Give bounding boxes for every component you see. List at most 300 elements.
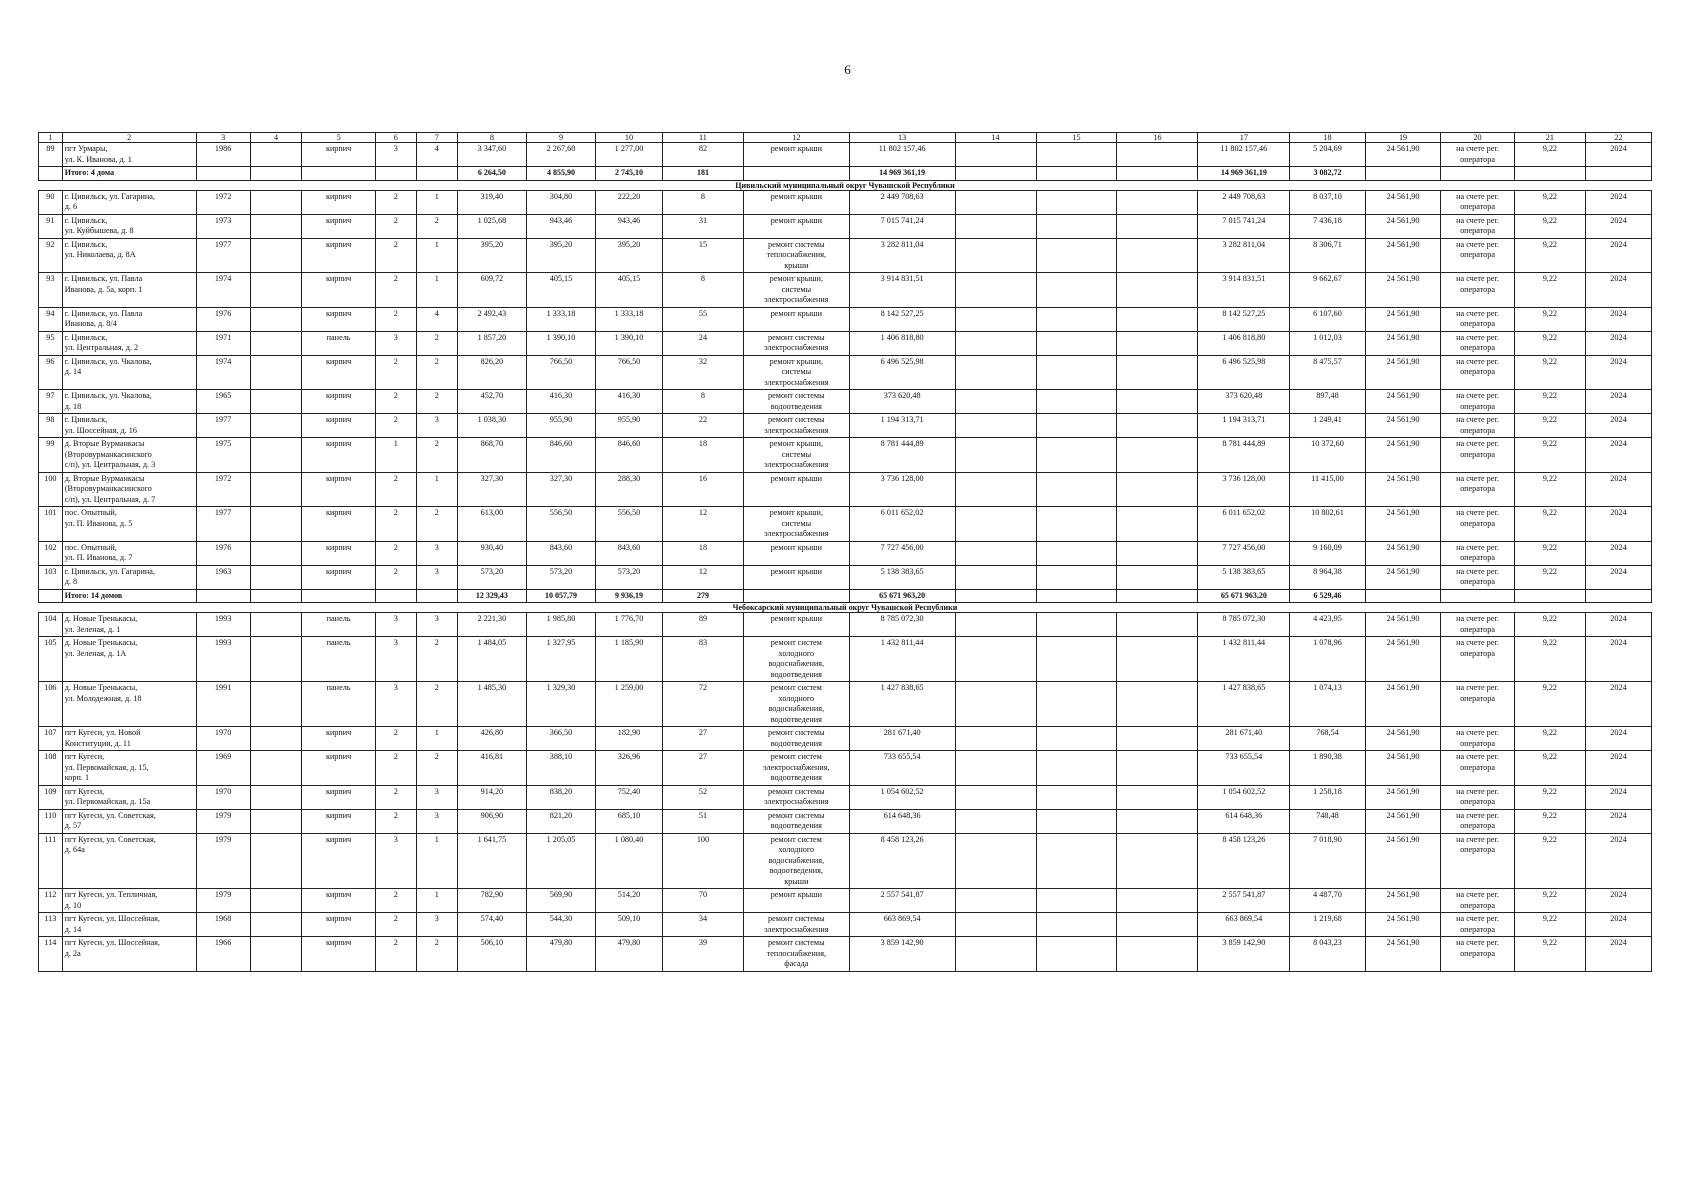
table-cell: 319,40: [457, 190, 526, 214]
table-cell: 304,80: [526, 190, 595, 214]
table-cell: [1117, 331, 1198, 355]
table-row: [39, 414, 1652, 438]
table-row: [39, 809, 1652, 833]
table-cell: 8 458 123,26: [849, 833, 955, 889]
table-cell: 1 054 602,52: [1198, 785, 1290, 809]
table-cell: 92: [39, 238, 63, 273]
table-cell: 2: [375, 507, 416, 542]
table-cell: ремонт системы электроснабжения: [743, 785, 849, 809]
table-cell: 395,20: [526, 238, 595, 273]
table-cell: 2: [416, 355, 457, 390]
table-cell: 3 347,60: [457, 143, 526, 167]
table-cell: д. Вторые Вурманкасы (Второвурманкасинского с/п), ул. Центральная, д. 3: [62, 438, 196, 473]
table-cell: 5 138 383,65: [1198, 565, 1290, 589]
table-cell: 509,10: [596, 913, 663, 937]
table-cell: [1514, 589, 1585, 603]
table-cell: 24 561,90: [1365, 889, 1441, 913]
table-cell: [1117, 190, 1198, 214]
table-cell: [1117, 589, 1198, 603]
table-cell: 3 082,72: [1290, 167, 1366, 181]
table-cell: [1117, 143, 1198, 167]
table-cell: 1979: [196, 889, 250, 913]
table-cell: 2024: [1585, 682, 1651, 727]
table-cell: 3: [375, 682, 416, 727]
table-cell: ремонт системы электроснабжения: [743, 331, 849, 355]
table-cell: 663 869,54: [849, 913, 955, 937]
table-cell: 1 080,40: [596, 833, 663, 889]
table-cell: 3: [416, 565, 457, 589]
table-cell: на счете рег. оператора: [1441, 751, 1514, 786]
table-cell: 2: [375, 273, 416, 308]
table-cell: 1 390,10: [596, 331, 663, 355]
table-cell: 4: [416, 143, 457, 167]
table-cell: на счете рег. оператора: [1441, 273, 1514, 308]
table-cell: 2: [375, 390, 416, 414]
table-cell: 1979: [196, 833, 250, 889]
table-cell: 9,22: [1514, 190, 1585, 214]
table-cell: 279: [662, 589, 743, 603]
table-cell: 1 427 838,65: [1198, 682, 1290, 727]
table-cell: кирпич: [302, 238, 375, 273]
column-number: 15: [1036, 133, 1117, 143]
table-cell: 24 561,90: [1365, 937, 1441, 972]
table-cell: 3 859 142,90: [849, 937, 955, 972]
table-cell: 7 436,18: [1290, 214, 1366, 238]
table-cell: 1977: [196, 507, 250, 542]
table-cell: ремонт систем электроснабжения, водоотведения: [743, 751, 849, 786]
table-cell: 181: [662, 167, 743, 181]
table-cell: 506,10: [457, 937, 526, 972]
table-cell: 868,70: [457, 438, 526, 473]
table-cell: ремонт системы теплоснабжения, крыши: [743, 238, 849, 273]
table-cell: г. Цивильск, ул. Николаева, д. 8А: [62, 238, 196, 273]
table-cell: Итого: 4 дома: [62, 167, 196, 181]
table-cell: пгт Кугеси, ул. Советская, д. 64а: [62, 833, 196, 889]
table-cell: 2024: [1585, 937, 1651, 972]
table-cell: 2: [416, 214, 457, 238]
table-row: [39, 637, 1652, 682]
total-row: [39, 167, 1652, 181]
table-cell: 222,20: [596, 190, 663, 214]
table-cell: 1977: [196, 414, 250, 438]
table-cell: 9,22: [1514, 889, 1585, 913]
table-cell: 1965: [196, 390, 250, 414]
table-cell: 2: [416, 507, 457, 542]
table-cell: 10 372,60: [1290, 438, 1366, 473]
table-cell: [250, 727, 302, 751]
table-cell: [1117, 565, 1198, 589]
table-cell: 748,48: [1290, 809, 1366, 833]
table-cell: 8: [662, 190, 743, 214]
table-cell: 65 671 963,20: [849, 589, 955, 603]
table-cell: 11 415,00: [1290, 472, 1366, 507]
table-cell: 2024: [1585, 613, 1651, 637]
column-number: 20: [1441, 133, 1514, 143]
table-cell: 1 259,00: [596, 682, 663, 727]
table-cell: [1036, 438, 1117, 473]
table-cell: 2024: [1585, 414, 1651, 438]
table-cell: 6 011 652,02: [849, 507, 955, 542]
table-cell: [955, 937, 1036, 972]
table-cell: ремонт системы водоотведения: [743, 727, 849, 751]
table-cell: [1036, 589, 1117, 603]
table-row: [39, 937, 1652, 972]
table-cell: пос. Опытный, ул. П. Иванова, д. 5: [62, 507, 196, 542]
table-cell: 1 025,68: [457, 214, 526, 238]
table-cell: [1117, 682, 1198, 727]
table-cell: 14 969 361,19: [849, 167, 955, 181]
table-row: [39, 682, 1652, 727]
table-row: [39, 331, 1652, 355]
table-cell: кирпич: [302, 390, 375, 414]
table-cell: 93: [39, 273, 63, 308]
table-cell: [250, 565, 302, 589]
table-cell: 327,30: [526, 472, 595, 507]
table-cell: [1117, 913, 1198, 937]
table-cell: 100: [39, 472, 63, 507]
table-cell: 9,22: [1514, 637, 1585, 682]
table-cell: кирпич: [302, 438, 375, 473]
table-row: [39, 273, 1652, 308]
table-cell: на счете рег. оператора: [1441, 307, 1514, 331]
table-cell: [250, 889, 302, 913]
table-cell: 843,60: [526, 541, 595, 565]
table-cell: 95: [39, 331, 63, 355]
table-cell: [1036, 613, 1117, 637]
table-cell: 24 561,90: [1365, 143, 1441, 167]
table-cell: [955, 541, 1036, 565]
table-cell: на счете рег. оператора: [1441, 541, 1514, 565]
table-cell: 9,22: [1514, 331, 1585, 355]
column-number: 18: [1290, 133, 1366, 143]
table-cell: 1 074,13: [1290, 682, 1366, 727]
table-cell: [1117, 785, 1198, 809]
table-cell: [196, 589, 250, 603]
table-cell: [1441, 589, 1514, 603]
table-cell: 24 561,90: [1365, 613, 1441, 637]
table-cell: 8: [662, 273, 743, 308]
table-cell: [955, 331, 1036, 355]
table-cell: 24 561,90: [1365, 833, 1441, 889]
table-cell: 2024: [1585, 785, 1651, 809]
table-row: [39, 355, 1652, 390]
column-number: 10: [596, 133, 663, 143]
table-cell: на счете рег. оператора: [1441, 785, 1514, 809]
table-cell: 955,90: [526, 414, 595, 438]
table-row: [39, 889, 1652, 913]
table-cell: ремонт системы теплоснабжения, фасада: [743, 937, 849, 972]
table-cell: [955, 565, 1036, 589]
table-row: [39, 613, 1652, 637]
table-cell: 94: [39, 307, 63, 331]
table-cell: [1036, 913, 1117, 937]
table-cell: 1979: [196, 809, 250, 833]
table-cell: [1117, 637, 1198, 682]
table-cell: кирпич: [302, 889, 375, 913]
table-cell: 479,80: [526, 937, 595, 972]
table-cell: 766,50: [526, 355, 595, 390]
table-cell: 24 561,90: [1365, 238, 1441, 273]
table-cell: 34: [662, 913, 743, 937]
table-cell: кирпич: [302, 937, 375, 972]
table-cell: [1036, 507, 1117, 542]
table-cell: 1 258,18: [1290, 785, 1366, 809]
table-cell: 24 561,90: [1365, 637, 1441, 682]
table-cell: 14 969 361,19: [1198, 167, 1290, 181]
table-cell: [955, 167, 1036, 181]
table-cell: 1 205,05: [526, 833, 595, 889]
table-cell: 9,22: [1514, 913, 1585, 937]
table-cell: на счете рег. оператора: [1441, 565, 1514, 589]
table-cell: 1 890,38: [1290, 751, 1366, 786]
table-cell: 113: [39, 913, 63, 937]
table-cell: 2024: [1585, 727, 1651, 751]
table-cell: 9 160,09: [1290, 541, 1366, 565]
table-cell: 2 557 541,87: [849, 889, 955, 913]
table-cell: 3 736 128,00: [1198, 472, 1290, 507]
table-cell: 114: [39, 937, 63, 972]
table-cell: 51: [662, 809, 743, 833]
table-cell: [955, 273, 1036, 308]
table-cell: г. Цивильск, ул. Чкалова, д. 14: [62, 355, 196, 390]
table-cell: 2: [375, 727, 416, 751]
table-cell: 1 054 602,52: [849, 785, 955, 809]
table-cell: 2: [375, 214, 416, 238]
table-cell: [955, 833, 1036, 889]
table-cell: 89: [39, 143, 63, 167]
table-row: [39, 507, 1652, 542]
table-cell: 416,30: [596, 390, 663, 414]
table-cell: 24 561,90: [1365, 913, 1441, 937]
table-cell: 1 277,00: [596, 143, 663, 167]
table-cell: 8 458 123,26: [1198, 833, 1290, 889]
table-cell: 1 390,10: [526, 331, 595, 355]
table-cell: 8 306,71: [1290, 238, 1366, 273]
table-cell: кирпич: [302, 414, 375, 438]
table-cell: 5 138 383,65: [849, 565, 955, 589]
column-number: 11: [662, 133, 743, 143]
table-cell: 4 855,90: [526, 167, 595, 181]
table-cell: 1993: [196, 637, 250, 682]
table-cell: ремонт крыши: [743, 472, 849, 507]
table-cell: [1036, 682, 1117, 727]
table-cell: 83: [662, 637, 743, 682]
table-cell: 7 015 741,24: [1198, 214, 1290, 238]
table-cell: г. Цивильск, ул. Гагарина, д. 6: [62, 190, 196, 214]
table-cell: 2: [375, 190, 416, 214]
table-cell: 8 781 444,89: [849, 438, 955, 473]
table-cell: ремонт крыши: [743, 307, 849, 331]
table-row: [39, 238, 1652, 273]
table-cell: [250, 355, 302, 390]
table-cell: [250, 190, 302, 214]
table-cell: 2 221,30: [457, 613, 526, 637]
table-cell: [1036, 565, 1117, 589]
table-cell: 906,90: [457, 809, 526, 833]
column-number: 13: [849, 133, 955, 143]
table-cell: 1 406 818,80: [849, 331, 955, 355]
table-cell: 1 857,20: [457, 331, 526, 355]
table-cell: 1: [416, 889, 457, 913]
table-cell: 1972: [196, 472, 250, 507]
table-cell: на счете рег. оператора: [1441, 937, 1514, 972]
table-cell: [1117, 833, 1198, 889]
table-cell: [1441, 167, 1514, 181]
table-cell: [250, 214, 302, 238]
column-number: 3: [196, 133, 250, 143]
table-cell: 1 185,90: [596, 637, 663, 682]
table-cell: на счете рег. оператора: [1441, 190, 1514, 214]
table-cell: 2: [416, 390, 457, 414]
table-cell: 733 655,54: [1198, 751, 1290, 786]
table-cell: [1117, 541, 1198, 565]
table-cell: 3: [375, 143, 416, 167]
table-cell: 1 038,30: [457, 414, 526, 438]
table-cell: 101: [39, 507, 63, 542]
table-cell: [250, 507, 302, 542]
table-cell: 843,60: [596, 541, 663, 565]
table-cell: [955, 307, 1036, 331]
table-cell: 1970: [196, 785, 250, 809]
table-cell: 573,20: [526, 565, 595, 589]
table-cell: 24 561,90: [1365, 273, 1441, 308]
table-cell: 3 914 831,51: [1198, 273, 1290, 308]
table-cell: 955,90: [596, 414, 663, 438]
table-cell: г. Цивильск, ул. Центральная, д. 2: [62, 331, 196, 355]
table-cell: кирпич: [302, 507, 375, 542]
table-cell: 82: [662, 143, 743, 167]
housing-repair-table: [38, 132, 1652, 972]
table-cell: 2 745,10: [596, 167, 663, 181]
table-cell: 766,50: [596, 355, 663, 390]
column-number: 2: [62, 133, 196, 143]
table-cell: 2024: [1585, 913, 1651, 937]
table-cell: 2: [375, 238, 416, 273]
table-cell: пгт Кугеси, ул. Первомайская, д. 15а: [62, 785, 196, 809]
column-number: 19: [1365, 133, 1441, 143]
table-cell: [250, 937, 302, 972]
table-cell: 826,20: [457, 355, 526, 390]
column-number: 8: [457, 133, 526, 143]
table-cell: 24 561,90: [1365, 390, 1441, 414]
column-number: 21: [1514, 133, 1585, 143]
table-cell: [1117, 937, 1198, 972]
table-cell: 24 561,90: [1365, 682, 1441, 727]
table-cell: 752,40: [596, 785, 663, 809]
table-cell: 9 662,67: [1290, 273, 1366, 308]
table-cell: 2024: [1585, 438, 1651, 473]
table-cell: ремонт крыши, системы электроснабжения: [743, 438, 849, 473]
table-cell: 838,20: [526, 785, 595, 809]
table-cell: 52: [662, 785, 743, 809]
table-row: [39, 307, 1652, 331]
table-cell: [955, 751, 1036, 786]
table-cell: [1036, 390, 1117, 414]
table-cell: на счете рег. оператора: [1441, 355, 1514, 390]
table-cell: 1974: [196, 273, 250, 308]
table-cell: на счете рег. оператора: [1441, 809, 1514, 833]
table-cell: на счете рег. оператора: [1441, 507, 1514, 542]
table-cell: [250, 589, 302, 603]
table-cell: 2: [375, 785, 416, 809]
table-cell: [250, 541, 302, 565]
table-cell: ремонт крыши: [743, 889, 849, 913]
table-cell: 24 561,90: [1365, 355, 1441, 390]
table-cell: 1 432 811,44: [1198, 637, 1290, 682]
table-cell: д. Новые Тренькасы, ул. Молодежная, д. 18: [62, 682, 196, 727]
table-cell: 3: [375, 637, 416, 682]
table-cell: 2: [375, 414, 416, 438]
table-cell: на счете рег. оператора: [1441, 833, 1514, 889]
table-cell: [250, 682, 302, 727]
table-cell: 2024: [1585, 273, 1651, 308]
table-cell: 1: [416, 190, 457, 214]
column-number: 17: [1198, 133, 1290, 143]
table-cell: панель: [302, 613, 375, 637]
table-cell: 573,20: [596, 565, 663, 589]
table-cell: на счете рег. оператора: [1441, 637, 1514, 682]
table-cell: 1969: [196, 751, 250, 786]
table-cell: 288,30: [596, 472, 663, 507]
table-cell: [955, 727, 1036, 751]
table-cell: 24 561,90: [1365, 472, 1441, 507]
table-cell: г. Цивильск, ул. Чкалова, д. 18: [62, 390, 196, 414]
table-cell: 12: [662, 507, 743, 542]
column-number: 14: [955, 133, 1036, 143]
table-cell: 281 671,40: [1198, 727, 1290, 751]
table-cell: 2: [416, 637, 457, 682]
table-cell: 613,00: [457, 507, 526, 542]
table-cell: 1: [416, 472, 457, 507]
district-heading: Чебоксарский муниципальный округ Чувашской Республики: [39, 603, 1652, 613]
table-cell: [955, 637, 1036, 682]
table-cell: 105: [39, 637, 63, 682]
table-cell: [196, 167, 250, 181]
column-number: 16: [1117, 133, 1198, 143]
table-cell: на счете рег. оператора: [1441, 238, 1514, 273]
table-cell: ремонт крыши, системы электроснабжения: [743, 507, 849, 542]
table-cell: [955, 613, 1036, 637]
table-cell: 2: [375, 355, 416, 390]
table-cell: на счете рег. оператора: [1441, 613, 1514, 637]
table-cell: 8 785 072,30: [849, 613, 955, 637]
table-cell: 366,50: [526, 727, 595, 751]
table-cell: 9,22: [1514, 214, 1585, 238]
table-cell: 15: [662, 238, 743, 273]
table-cell: ремонт системы электроснабжения: [743, 414, 849, 438]
table-cell: 1975: [196, 438, 250, 473]
table-cell: 373 620,48: [849, 390, 955, 414]
table-cell: 5 204,69: [1290, 143, 1366, 167]
table-cell: [955, 472, 1036, 507]
table-cell: [955, 238, 1036, 273]
table-cell: [250, 637, 302, 682]
table-cell: г. Цивильск, ул. Шоссейная, д. 16: [62, 414, 196, 438]
table-cell: 1 485,30: [457, 682, 526, 727]
table-cell: [39, 167, 63, 181]
table-cell: ремонт крыши: [743, 214, 849, 238]
table-cell: 1 333,18: [526, 307, 595, 331]
table-cell: 2024: [1585, 751, 1651, 786]
table-cell: 112: [39, 889, 63, 913]
table-cell: 9,22: [1514, 751, 1585, 786]
table-cell: [250, 809, 302, 833]
table-cell: на счете рег. оператора: [1441, 214, 1514, 238]
table-cell: 281 671,40: [849, 727, 955, 751]
table-cell: 27: [662, 727, 743, 751]
table-cell: 18: [662, 438, 743, 473]
table-cell: [250, 472, 302, 507]
